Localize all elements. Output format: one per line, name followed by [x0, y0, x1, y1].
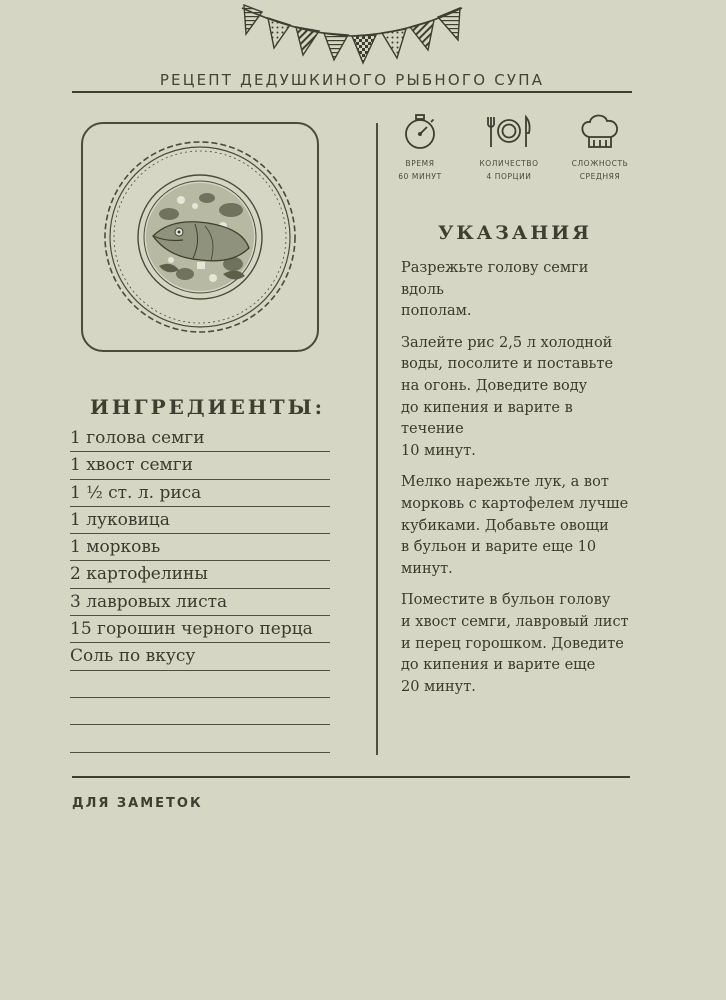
meta-servings-label: КОЛИЧЕСТВО	[479, 159, 539, 168]
ingredient-blank-line	[70, 725, 330, 752]
chef-hat-icon	[578, 113, 622, 151]
direction-step: Залейте рис 2,5 л холодной воды, посолите и поставьте на огонь. Доведите воду до кипения и варите в течение 10 минут.	[401, 334, 614, 459]
ingredient-item: 1 хвост семги	[70, 452, 330, 479]
stopwatch-icon	[400, 113, 440, 151]
meta-time-value: 60 МИНУТ	[398, 172, 442, 181]
plate-cutlery-icon	[486, 113, 532, 151]
ingredient-blank-line	[70, 671, 330, 698]
ingredient-item: Соль по вкусу	[70, 643, 330, 670]
ingredient-item: 1 морковь	[70, 534, 330, 561]
notes-heading: ДЛЯ ЗАМЕТОК	[72, 796, 203, 811]
column-divider	[376, 123, 378, 755]
title-divider	[72, 91, 632, 93]
ingredient-item: 3 лавровых листа	[70, 589, 330, 616]
direction-step: Поместите в бульон голову и хвост семги, лавровый лист и перец горошком. Доведите до кипения и варите еще 20 минут.	[401, 592, 629, 695]
bunting-garland-decoration	[230, 0, 475, 72]
meta-servings	[469, 113, 549, 183]
notes-divider	[72, 776, 630, 778]
ingredient-item: 2 картофелины	[70, 561, 330, 588]
directions-steps	[401, 258, 633, 708]
meta-difficulty-value: СРЕДНЯЯ	[579, 172, 621, 181]
direction-step: Разрежьте голову семги вдоль пополам.	[401, 260, 589, 320]
meta-time	[380, 113, 460, 183]
meta-difficulty-label: СЛОЖНОСТЬ	[571, 159, 629, 168]
soup-plate-illustration	[81, 122, 319, 352]
direction-step: Мелко нарежьте лук, а вот морковь с картофелем лучше кубиками. Добавьте овощи в бульон и варите еще 10 минут.	[401, 474, 629, 577]
ingredient-item: 1 луковица	[70, 507, 330, 534]
recipe-title: РЕЦЕПТ ДЕДУШКИНОГО РЫБНОГО СУПА	[159, 71, 545, 89]
ingredients-heading: ИНГРЕДИЕНТЫ:	[90, 395, 326, 419]
ingredient-item: 1 ½ ст. л. риса	[70, 480, 330, 507]
ingredients-list	[70, 425, 330, 753]
ingredient-item: 15 горошин черного перца	[70, 616, 330, 643]
meta-difficulty	[560, 113, 640, 183]
directions-heading: УКАЗАНИЯ	[437, 222, 592, 244]
meta-time-label: ВРЕМЯ	[405, 159, 435, 168]
ingredient-blank-line	[70, 698, 330, 725]
meta-servings-value: 4 ПОРЦИИ	[486, 172, 532, 181]
ingredient-item: 1 голова семги	[70, 425, 330, 452]
